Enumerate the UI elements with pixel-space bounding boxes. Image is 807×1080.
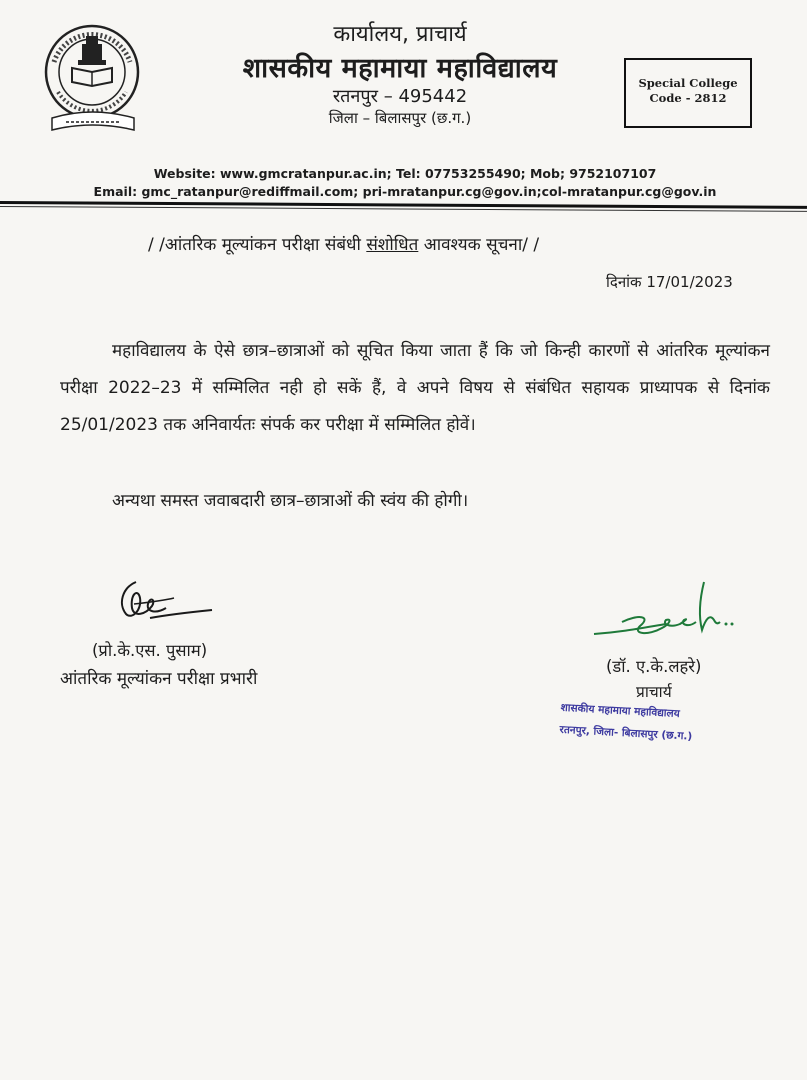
office-heading: कार्यालय, प्राचार्य [333, 22, 467, 47]
college-seal-logo [42, 22, 144, 132]
notice-subject [148, 232, 539, 255]
signature-right [592, 578, 762, 650]
subject-prefix: / /आंतरिक मूल्यांकन परीक्षा संबंधी [148, 235, 367, 255]
code-value: Code - 2812 [649, 91, 727, 105]
stamp-line-college: शासकीय महामाया महाविद्यालय [560, 701, 681, 721]
signature-left [112, 574, 216, 632]
notice-date: दिनांक 17/01/2023 [606, 273, 733, 291]
subject-suffix: आवश्यक सूचना/ / [418, 235, 540, 255]
right-signatory-designation: प्राचार्य [636, 683, 672, 701]
left-signatory-designation: आंतरिक मूल्यांकन परीक्षा प्रभारी [60, 669, 258, 689]
contact-website-line: Website: www.gmcratanpur.ac.in; Tel: 07753255490; Mob; 9752107107 [153, 166, 657, 181]
notice-paragraph-1: महाविद्यालय के ऐसे छात्र–छात्राओं को सूचित किया जाता हैं कि जो किन्ही कारणों से आंतरिक मूल्यांकन परीक्षा 2022–23 में सम्मिलित नही हो सकें हैं, वे अपने विषय से संबंधित सहायक प्राध्यापक से दिनांक 25/01/2023 तक अनिवार्यतः संपर्क कर परीक्षा में सम्मिलित होवें। [60, 341, 770, 435]
right-signatory-name: (डॉ. ए.के.लहरे) [606, 657, 702, 676]
college-city: रतनपुर – 495442 [332, 86, 468, 107]
principal-stamp [559, 697, 761, 751]
college-name: शासकीय महामाया महाविद्यालय [242, 53, 558, 84]
code-label: Special College [638, 76, 738, 90]
college-code-box [624, 58, 752, 128]
college-district: जिला – बिलासपुर (छ.ग.) [328, 109, 472, 127]
contact-email-line: Email: gmc_ratanpur@rediffmail.com; pri-mratanpur.cg@gov.in;col-mratanpur.cg@gov.in [93, 184, 717, 199]
left-signatory-name: (प्रो.के.एस. पुसाम) [92, 641, 208, 660]
subject-revised-word: संशोधित [366, 235, 419, 255]
notice-paragraph-2: अन्यथा समस्त जवाबदारी छात्र–छात्राओं की स्वंय की होगी। [112, 491, 469, 511]
stamp-line-address: रतनपुर, जिला- बिलासपुर (छ.ग.) [559, 723, 693, 743]
